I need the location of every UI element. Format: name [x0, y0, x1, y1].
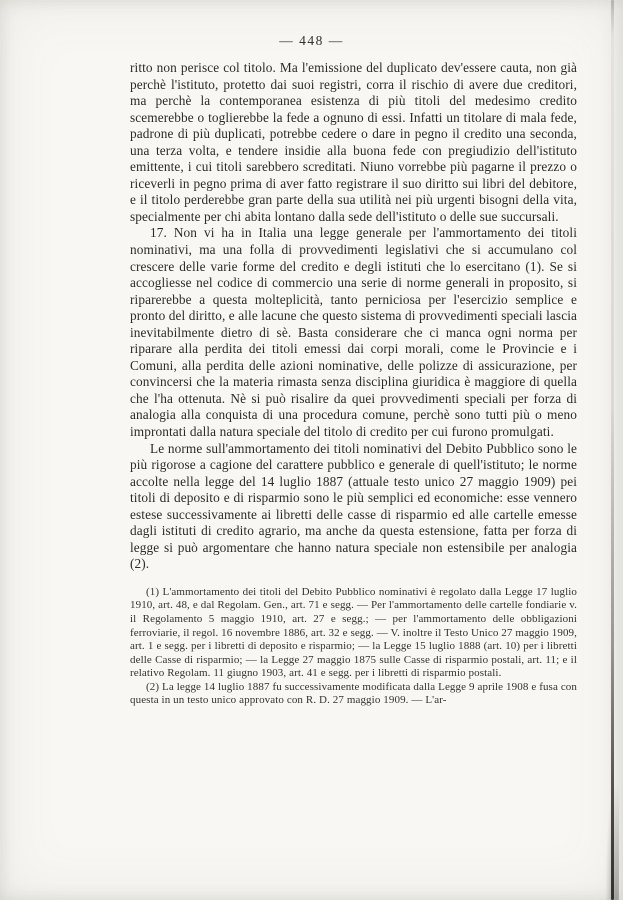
page-number: — 448 — — [279, 33, 344, 48]
footnote-1: (1) L'ammortamento dei titoli del Debito Pubblico nominativi è regolato dalla Legge 17 luglio 1910, art. 48, e dal Regolam. Gen., art. 71 e segg. — Per l'ammortamento delle cartelle fondiarie v. il Regolamento 5 maggio 1910, art. 27 e segg.; — per l'ammortamento delle obbligazioni ferroviarie, il regol. 16 novembre 1886, art. 32 e segg. — V. inoltre il Testo Unico 27 maggio 1909, art. 1 e segg. per i libretti di deposito e risparmio; — la Legge 15 luglio 1888 (art. 10) per i libretti delle Casse di risparmio; — la Legge 27 maggio 1875 sulle Casse di risparmio postali, art. 11; e il relativo Regolam. 11 giugno 1903, art. 41 e segg. per i libretti di risparmio postali. — [130, 585, 578, 680]
footnote-2: (2) La legge 14 luglio 1887 fu successivamente modificata dalla Legge 9 aprile 1908 e fusa con questa in un testo unico approvato con R. D. 27 maggio 1909. — L'ar- — [130, 680, 577, 707]
page-edge-smudge — [605, 780, 619, 900]
page-edge-shadow — [611, 0, 614, 900]
text-block — [130, 60, 577, 708]
paragraph-continuation: ritto non perisce col titolo. Ma l'emissione del duplicato dev'essere cauta, non già perchè l'istituto, protetto dai suoi registri, corra il rischio di avere due creditori, ma perchè la contemporanea esistenza di più titoli del medesimo credito scemerebbe o toglierebbe la fede a ognuno di essi. Infatti un titolare di mala fede, padrone di più duplicati, potrebbe cedere o dare in pegno il credito una seconda, una terza volta, e tendere insidie alla buona fede con pregiudizio dell'istituto emittente, i cui titoli sarebbero screditati. Niuno vorrebbe più pagarne il prezzo o riceverli in pegno prima di aver fatto registrare il suo diritto sui libri del debitore, e il titolo perderebbe gran parte della sua utilità nei più urgenti bisogni della vita, specialmente per chi abita lontano dalla sede dell'istituto o delle sue succursali. — [130, 60, 577, 224]
paragraph-section-17: 17. Non vi ha in Italia una legge generale per l'ammortamento dei titoli nominativi, ma una folla di provvedimenti legislativi che si accumulano col crescere delle varie forme del credito e degli istituti che lo esercitano (1). Se si accogliesse nel codice di commercio una serie di norme generali in proposito, si riparerebbe a questa molteplicità, tanto perniciosa per l'esercizio semplice e pronto del diritto, e alle lacune che questo sistema di provvedimenti speciali lascia inevitabilmente dietro di sè. Basta considerare che ci manca ogni norma per riparare alla perdita dei titoli emessi dai corpi morali, come le Provincie e i Comuni, alla perdita delle azioni nominative, delle polizze di assicurazione, per convincersi che la materia rimasta senza disciplina giuridica è maggiore di quella che l'ha ottenuta. Nè si può risalire da quei provvedimenti speciali per forza di analogia alla conquista di una procedura comune, perchè sono tutti più o meno improntati dalla natura speciale del titolo di credito per cui furono promulgati. — [130, 225, 577, 440]
paragraph-debito-pubblico: Le norme sull'ammortamento dei titoli nominativi del Debito Pubblico sono le più rigorose a cagione del carattere pubblico e generale di quell'istituto; le norme accolte nella legge del 14 luglio 1887 (attuale testo unico 27 maggio 1909) pei titoli di deposito e di risparmio sono le più semplici ed economiche: esse vennero estese successivamente ai libretti delle casse di risparmio ed alle cartelle emesse dagli istituti di credito agrario, ma anche da questa estensione, fatta per forza di legge si può argomentare che hanno natura speciale non estensibile per analogia (2). — [130, 440, 577, 572]
footnotes — [130, 586, 577, 708]
